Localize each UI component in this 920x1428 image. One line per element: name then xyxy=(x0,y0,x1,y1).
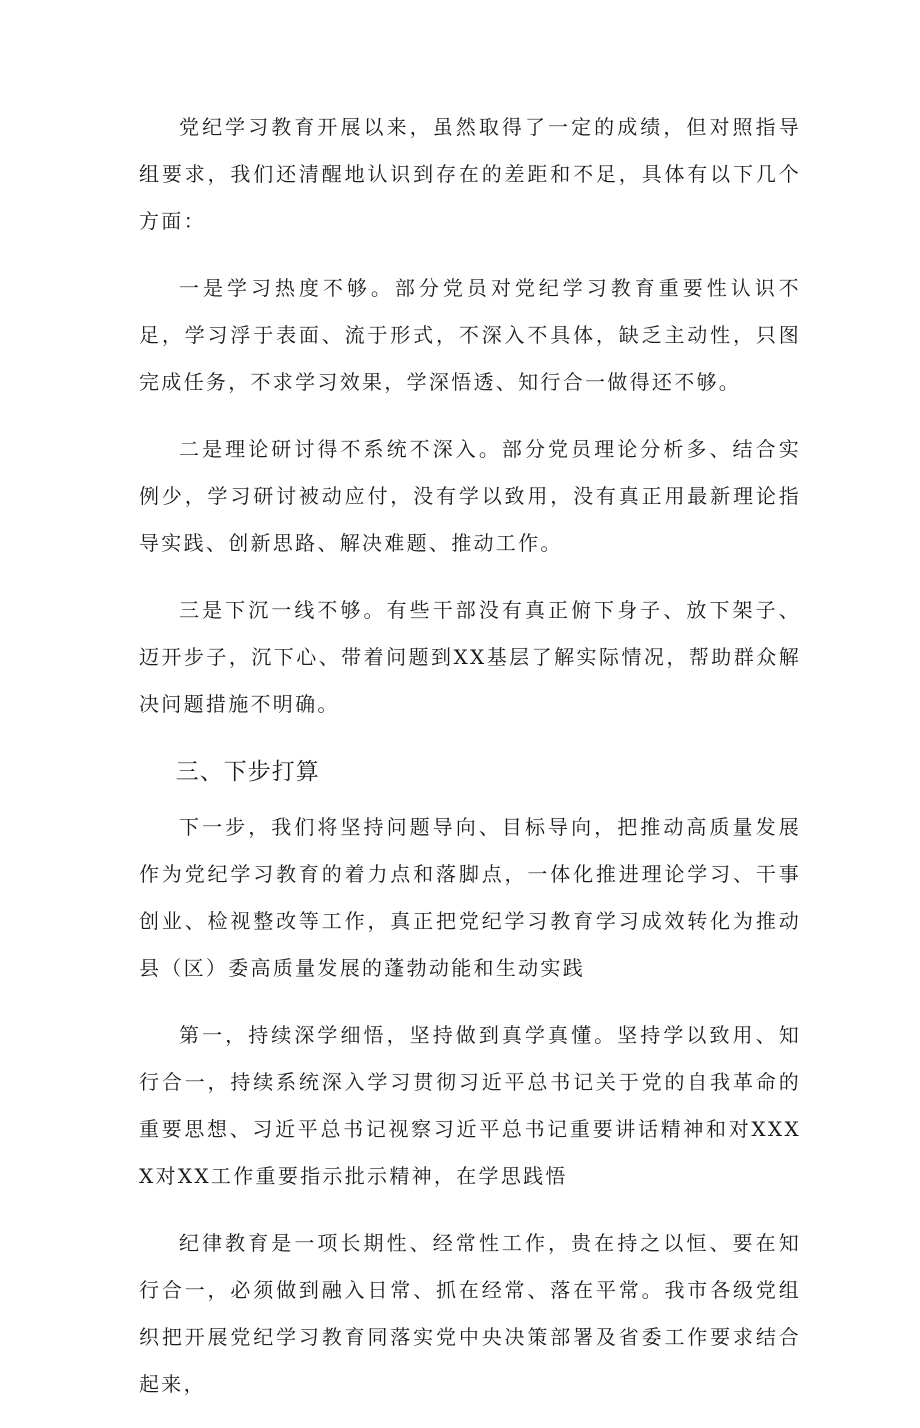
paragraph-point-two: 二是理论研讨得不系统不深入。部分党员理论分析多、结合实例少，学习研讨被动应付，没有学以致用，没有真正用最新理论指导实践、创新思路、解决难题、推动工作。 xyxy=(139,437,801,555)
document-body xyxy=(139,104,801,1428)
paragraph-next-steps: 下一步，我们将坚持问题导向、目标导向，把推动高质量发展作为党纪学习教育的着力点和落脚点，一体化推进理论学习、干事创业、检视整改等工作，真正把党纪学习教育学习成效转化为推动县（区）委高质量发展的蓬勃动能和生动实践 xyxy=(139,815,801,980)
paragraph-point-one: 一是学习热度不够。部分党员对党纪学习教育重要性认识不足，学习浮于表面、流于形式，不深入不具体，缺乏主动性，只图完成任务，不求学习效果，学深悟透、知行合一做得还不够。 xyxy=(139,276,801,394)
section-heading: 三、下步打算 xyxy=(175,759,320,785)
paragraph-discipline-education: 纪律教育是一项长期性、经常性工作，贵在持之以恒、要在知行合一，必须做到融入日常、抓在经常、落在平常。我市各级党组织把开展党纪学习教育同落实党中央决策部署及省委工作要求结合起来， xyxy=(139,1231,801,1396)
paragraph-point-three: 三是下沉一线不够。有些干部没有真正俯下身子、放下架子、迈开步子，沉下心、带着问题到XX基层了解实际情况，帮助群众解决问题措施不明确。 xyxy=(139,598,801,716)
paragraph-first-measure: 第一，持续深学细悟，坚持做到真学真懂。坚持学以致用、知行合一，持续系统深入学习贯彻习近平总书记关于党的自我革命的重要思想、习近平总书记视察习近平总书记重要讲话精神和对XXXX对XX工作重要指示批示精神，在学思践悟 xyxy=(139,1023,801,1188)
paragraph-intro: 党纪学习教育开展以来，虽然取得了一定的成绩，但对照指导组要求，我们还清醒地认识到存在的差距和不足，具体有以下几个方面： xyxy=(139,115,801,233)
